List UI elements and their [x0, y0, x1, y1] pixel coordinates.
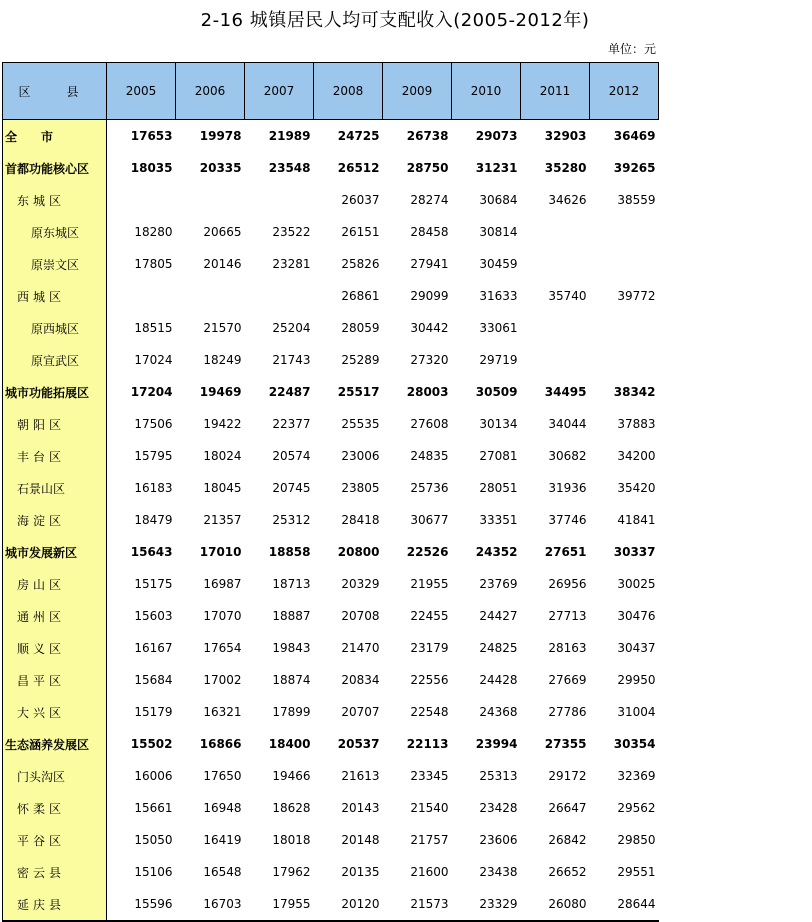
table-row [3, 632, 659, 664]
region-name-cell: 房山区 [3, 568, 107, 600]
income-value-cell: 17024 [134, 353, 173, 367]
table-row [3, 408, 659, 440]
income-value-cell: 29073 [475, 129, 518, 143]
income-value-cell: 26037 [341, 193, 380, 207]
income-value-cell: 15106 [134, 865, 173, 879]
income-value-cell: 17010 [199, 545, 242, 559]
table-row [3, 760, 659, 792]
income-value-cell: 39265 [613, 161, 656, 175]
income-value-cell: 23769 [479, 577, 518, 591]
income-value-cell: 20708 [341, 609, 380, 623]
income-value-cell: 19843 [272, 641, 311, 655]
region-name-cell: 城市功能拓展区 [3, 376, 107, 408]
income-value-cell: 15684 [134, 673, 173, 687]
region-name-cell: 丰台区 [3, 440, 107, 472]
income-value-cell: 27713 [548, 609, 587, 623]
income-value-cell: 37883 [617, 417, 656, 431]
income-value-cell: 30437 [617, 641, 656, 655]
income-value-cell: 17899 [272, 705, 311, 719]
income-value-cell: 17650 [203, 769, 242, 783]
income-value-cell: 17070 [203, 609, 242, 623]
income-value-cell: 27608 [410, 417, 449, 431]
income-value-cell: 30682 [548, 449, 587, 463]
income-value-cell: 24825 [479, 641, 518, 655]
income-value-cell: 18249 [203, 353, 242, 367]
header-row [3, 63, 659, 120]
income-value-cell: 19466 [272, 769, 311, 783]
income-value-cell: 22556 [410, 673, 449, 687]
table-row [3, 152, 659, 184]
income-value-cell: 28750 [406, 161, 449, 175]
table-row [3, 184, 659, 216]
table-row [3, 600, 659, 632]
table-row [3, 120, 659, 153]
region-name-cell: 原西城区 [3, 312, 107, 344]
income-value-cell: 20335 [199, 161, 242, 175]
year-column-header: 2010 [452, 63, 521, 120]
income-value-cell: 18280 [134, 225, 173, 239]
income-value-cell: 16167 [134, 641, 173, 655]
income-value-cell: 22377 [272, 417, 311, 431]
income-value-cell: 26647 [548, 801, 587, 815]
income-value-cell: 23805 [341, 481, 380, 495]
income-value-cell: 29850 [617, 833, 656, 847]
income-value-cell: 31936 [548, 481, 587, 495]
region-name-cell: 城市发展新区 [3, 536, 107, 568]
income-value-cell: 23522 [272, 225, 311, 239]
income-value-cell: 30509 [475, 385, 518, 399]
income-value-cell: 30677 [410, 513, 449, 527]
income-value-cell: 18479 [134, 513, 173, 527]
income-value-cell: 20135 [341, 865, 380, 879]
income-value-cell: 25204 [272, 321, 311, 335]
income-value-cell: 31231 [475, 161, 518, 175]
income-value-cell: 20707 [341, 705, 380, 719]
income-value-cell: 20148 [341, 833, 380, 847]
income-value-cell: 30134 [479, 417, 518, 431]
income-value-cell: 16948 [203, 801, 242, 815]
income-value-cell: 18400 [268, 737, 311, 751]
income-value-cell: 33351 [479, 513, 518, 527]
income-value-cell: 25289 [341, 353, 380, 367]
income-value-cell: 21357 [203, 513, 242, 527]
income-value-cell: 16321 [203, 705, 242, 719]
table-row [3, 216, 659, 248]
income-value-cell: 17962 [272, 865, 311, 879]
income-value-cell: 20146 [203, 257, 242, 271]
income-value-cell: 28163 [548, 641, 587, 655]
income-value-cell: 18858 [268, 545, 311, 559]
table-row [3, 888, 659, 921]
income-value-cell [521, 312, 590, 344]
income-value-cell [245, 184, 314, 216]
income-value-cell: 15050 [134, 833, 173, 847]
income-value-cell: 22526 [406, 545, 449, 559]
table-row [3, 504, 659, 536]
year-column-header: 2012 [590, 63, 659, 120]
table-row [3, 824, 659, 856]
income-value-cell: 15179 [134, 705, 173, 719]
income-table [2, 62, 659, 922]
income-value-cell: 30814 [479, 225, 518, 239]
income-value-cell: 25535 [341, 417, 380, 431]
income-value-cell: 30337 [613, 545, 656, 559]
region-name-cell: 原崇文区 [3, 248, 107, 280]
income-value-cell: 36469 [613, 129, 656, 143]
year-column-header: 2006 [176, 63, 245, 120]
income-value-cell: 15643 [130, 545, 173, 559]
income-value-cell: 23606 [479, 833, 518, 847]
income-value-cell: 20574 [272, 449, 311, 463]
income-value-cell: 23006 [341, 449, 380, 463]
income-value-cell: 30476 [617, 609, 656, 623]
table-row [3, 472, 659, 504]
income-value-cell: 17204 [130, 385, 173, 399]
income-value-cell: 17002 [203, 673, 242, 687]
income-value-cell: 29551 [617, 865, 656, 879]
income-value-cell: 29562 [617, 801, 656, 815]
income-value-cell: 31004 [617, 705, 656, 719]
income-value-cell: 23329 [452, 888, 521, 921]
income-value-cell: 21570 [203, 321, 242, 335]
income-value-cell [521, 248, 590, 280]
income-value-cell: 34200 [617, 449, 656, 463]
income-value-cell: 26956 [548, 577, 587, 591]
income-value-cell: 26080 [521, 888, 590, 921]
income-value-cell: 16703 [176, 888, 245, 921]
income-value-cell: 26151 [341, 225, 380, 239]
income-value-cell: 21757 [410, 833, 449, 847]
income-value-cell: 29950 [617, 673, 656, 687]
table-row [3, 856, 659, 888]
income-value-cell: 24368 [479, 705, 518, 719]
table-row [3, 248, 659, 280]
income-value-cell: 24427 [479, 609, 518, 623]
income-value-cell: 26652 [548, 865, 587, 879]
income-value-cell: 22113 [406, 737, 449, 751]
income-value-cell: 17654 [203, 641, 242, 655]
year-column-header: 2009 [383, 63, 452, 120]
income-value-cell [176, 280, 245, 312]
income-value-cell: 21573 [383, 888, 452, 921]
income-value-cell: 23281 [272, 257, 311, 271]
table-row [3, 344, 659, 376]
income-value-cell: 30459 [479, 257, 518, 271]
income-value-cell [107, 280, 176, 312]
region-name-cell: 西城区 [3, 280, 107, 312]
income-value-cell: 19422 [203, 417, 242, 431]
region-name-cell: 怀柔区 [3, 792, 107, 824]
table-row [3, 664, 659, 696]
income-value-cell: 38559 [617, 193, 656, 207]
income-value-cell: 26738 [406, 129, 449, 143]
region-name-cell: 延庆县 [3, 888, 107, 921]
year-column-header: 2005 [107, 63, 176, 120]
income-value-cell: 25313 [479, 769, 518, 783]
income-value-cell: 41841 [617, 513, 656, 527]
income-value-cell [590, 312, 659, 344]
income-value-cell: 30442 [410, 321, 449, 335]
region-name-cell: 东城区 [3, 184, 107, 216]
income-value-cell: 28274 [410, 193, 449, 207]
income-value-cell: 25517 [337, 385, 380, 399]
income-value-cell: 23179 [410, 641, 449, 655]
income-value-cell: 16006 [134, 769, 173, 783]
income-value-cell: 22487 [268, 385, 311, 399]
income-value-cell: 28644 [590, 888, 659, 921]
income-value-cell: 25826 [341, 257, 380, 271]
income-value-cell: 21743 [272, 353, 311, 367]
income-value-cell: 28418 [341, 513, 380, 527]
income-value-cell: 28003 [406, 385, 449, 399]
income-value-cell: 28059 [341, 321, 380, 335]
income-value-cell: 20745 [272, 481, 311, 495]
income-value-cell [521, 344, 590, 376]
income-value-cell: 30025 [617, 577, 656, 591]
income-value-cell: 27081 [479, 449, 518, 463]
income-value-cell: 23994 [475, 737, 518, 751]
income-value-cell: 34626 [548, 193, 587, 207]
income-value-cell: 30354 [613, 737, 656, 751]
income-value-cell: 17653 [130, 129, 173, 143]
table-row [3, 280, 659, 312]
income-value-cell: 18035 [130, 161, 173, 175]
income-value-cell: 38342 [613, 385, 656, 399]
income-value-cell: 34495 [544, 385, 587, 399]
region-column-header: 区 县 [3, 63, 107, 120]
table-row [3, 568, 659, 600]
income-value-cell: 22548 [410, 705, 449, 719]
income-value-cell: 20665 [203, 225, 242, 239]
income-value-cell: 19978 [199, 129, 242, 143]
income-value-cell: 15175 [134, 577, 173, 591]
region-name-cell: 昌平区 [3, 664, 107, 696]
region-name-cell: 原东城区 [3, 216, 107, 248]
income-value-cell: 27651 [544, 545, 587, 559]
income-value-cell: 35740 [548, 289, 587, 303]
region-name-cell: 原宣武区 [3, 344, 107, 376]
region-name-cell: 通州区 [3, 600, 107, 632]
income-value-cell: 20120 [314, 888, 383, 921]
income-value-cell: 18713 [272, 577, 311, 591]
income-value-cell [590, 248, 659, 280]
region-name-cell: 首都功能核心区 [3, 152, 107, 184]
table-row [3, 536, 659, 568]
income-value-cell: 32369 [617, 769, 656, 783]
income-value-cell: 18874 [272, 673, 311, 687]
income-value-cell: 21540 [410, 801, 449, 815]
income-value-cell: 22455 [410, 609, 449, 623]
income-value-cell: 20143 [341, 801, 380, 815]
income-value-cell: 33061 [479, 321, 518, 335]
income-value-cell: 17805 [134, 257, 173, 271]
income-value-cell: 15603 [134, 609, 173, 623]
income-value-cell: 16866 [199, 737, 242, 751]
income-value-cell: 24725 [337, 129, 380, 143]
region-name-cell: 顺义区 [3, 632, 107, 664]
region-name-cell: 石景山区 [3, 472, 107, 504]
region-name-cell: 朝阳区 [3, 408, 107, 440]
income-value-cell: 27941 [410, 257, 449, 271]
income-value-cell: 29099 [410, 289, 449, 303]
income-value-cell: 27320 [410, 353, 449, 367]
income-value-cell: 28051 [479, 481, 518, 495]
income-value-cell: 35420 [617, 481, 656, 495]
income-value-cell: 21989 [268, 129, 311, 143]
income-value-cell: 37746 [548, 513, 587, 527]
income-value-cell: 15795 [134, 449, 173, 463]
table-row [3, 312, 659, 344]
income-value-cell: 34044 [548, 417, 587, 431]
income-value-cell: 18018 [272, 833, 311, 847]
unit-label: 单位：元 [607, 42, 656, 56]
income-value-cell: 17955 [245, 888, 314, 921]
income-value-cell: 26842 [548, 833, 587, 847]
region-name-cell: 门头沟区 [3, 760, 107, 792]
income-value-cell: 24352 [475, 545, 518, 559]
table-body [3, 120, 659, 922]
income-value-cell: 17506 [134, 417, 173, 431]
table-row [3, 728, 659, 760]
table-row [3, 440, 659, 472]
income-value-cell: 25312 [272, 513, 311, 527]
income-value-cell: 23345 [410, 769, 449, 783]
income-value-cell: 15502 [130, 737, 173, 751]
income-value-cell: 39772 [617, 289, 656, 303]
income-value-cell: 20537 [337, 737, 380, 751]
income-value-cell [590, 216, 659, 248]
income-value-cell [590, 344, 659, 376]
income-value-cell: 21470 [341, 641, 380, 655]
year-column-header: 2008 [314, 63, 383, 120]
income-value-cell: 15661 [134, 801, 173, 815]
income-value-cell: 27355 [544, 737, 587, 751]
income-value-cell: 15596 [107, 888, 176, 921]
income-value-cell: 20800 [337, 545, 380, 559]
income-value-cell: 29172 [548, 769, 587, 783]
income-value-cell: 29719 [479, 353, 518, 367]
table-row [3, 792, 659, 824]
income-value-cell: 23428 [479, 801, 518, 815]
income-value-cell: 16987 [203, 577, 242, 591]
region-name-cell: 海淀区 [3, 504, 107, 536]
region-name-cell: 平谷区 [3, 824, 107, 856]
income-value-cell: 16548 [203, 865, 242, 879]
income-value-cell: 21955 [410, 577, 449, 591]
year-column-header: 2007 [245, 63, 314, 120]
income-value-cell: 35280 [544, 161, 587, 175]
income-value-cell: 16183 [134, 481, 173, 495]
income-value-cell: 18045 [203, 481, 242, 495]
income-value-cell: 16419 [203, 833, 242, 847]
income-value-cell: 18024 [203, 449, 242, 463]
table-row [3, 696, 659, 728]
income-value-cell: 19469 [199, 385, 242, 399]
income-value-cell: 21613 [341, 769, 380, 783]
region-name-cell: 生态涵养发展区 [3, 728, 107, 760]
income-value-cell [176, 184, 245, 216]
income-value-cell: 26861 [341, 289, 380, 303]
income-value-cell: 24428 [479, 673, 518, 687]
table-title: 2-16 城镇居民人均可支配收入(2005-2012年) [200, 10, 590, 31]
income-value-cell [107, 184, 176, 216]
year-column-header: 2011 [521, 63, 590, 120]
income-value-cell: 32903 [544, 129, 587, 143]
income-value-cell: 28458 [410, 225, 449, 239]
income-value-cell: 25736 [410, 481, 449, 495]
income-value-cell [521, 216, 590, 248]
region-name-cell: 全 市 [3, 120, 107, 153]
income-value-cell: 26512 [337, 161, 380, 175]
income-value-cell: 18887 [272, 609, 311, 623]
income-value-cell: 31633 [479, 289, 518, 303]
income-value-cell: 18628 [272, 801, 311, 815]
table-row [3, 376, 659, 408]
income-value-cell: 21600 [410, 865, 449, 879]
income-value-cell: 23438 [479, 865, 518, 879]
income-value-cell: 23548 [268, 161, 311, 175]
income-value-cell: 27669 [548, 673, 587, 687]
income-value-cell: 27786 [548, 705, 587, 719]
income-value-cell: 18515 [134, 321, 173, 335]
income-value-cell: 30684 [479, 193, 518, 207]
region-name-cell: 大兴区 [3, 696, 107, 728]
income-value-cell: 24835 [410, 449, 449, 463]
region-name-cell: 密云县 [3, 856, 107, 888]
income-value-cell: 20834 [341, 673, 380, 687]
income-value-cell: 20329 [341, 577, 380, 591]
income-value-cell [245, 280, 314, 312]
